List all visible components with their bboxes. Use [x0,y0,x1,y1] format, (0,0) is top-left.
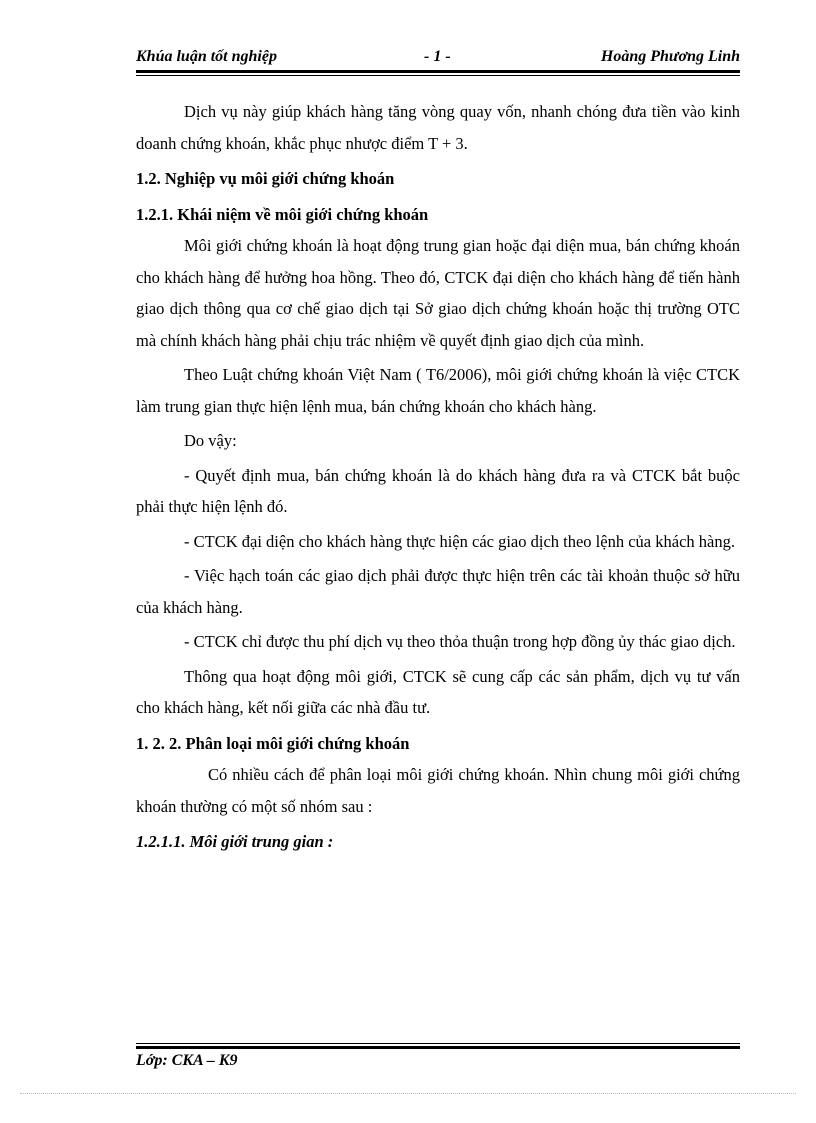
paragraph-do-vay: Do vậy: [184,431,237,450]
paragraph-law: Theo Luật chứng khoán Việt Nam ( T6/2006), môi giới chứng khoán là việc CTCK làm trung gian thực hiện lệnh mua, bán chứng khoán cho khách hàng. [136,365,740,416]
bullet-item-4: - CTCK chỉ được thu phí dịch vụ theo thỏa thuận trong hợp đồng ủy thác giao dịch. [184,632,736,651]
paragraph-intro: Dịch vụ này giúp khách hàng tăng vòng quay vốn, nhanh chóng đưa tiền vào kinh doanh chứng khoán, khắc phục nhược điểm T + 3. [136,102,740,153]
bullet-item-1: - Quyết định mua, bán chứng khoán là do khách hàng đưa ra và CTCK bắt buộc phải thực hiện lệnh đó. [136,465,740,516]
page-bottom-dotted-border [20,1093,796,1094]
paragraph-definition: Môi giới chứng khoán là hoạt động trung gian hoặc đại diện mua, bán chứng khoán cho khách hàng để hưởng hoa hồng. Theo đó, CTCK đại diện cho khách hàng để tiến hành giao dịch thông qua cơ chế giao dịch tại Sở giao dịch chứng khoán hoặc thị trường OTC mà chính khách hàng phải chịu trác nhiệm về quyết định giao dịch của mình. [136,236,740,350]
page-body [136,96,740,858]
footer-rule-thick [136,1046,740,1049]
heading-1-2-1-1: 1.2.1.1. Môi giới trung gian : [136,832,334,851]
header-author: Hoàng Phương Linh [600,48,740,65]
bullet-item-3: - Việc hạch toán các giao dịch phải được thực hiện trên các tài khoản thuộc sở hữu của khách hàng. [136,566,740,617]
footer-class-label: Lớp: CKA – K9 [136,1052,238,1069]
heading-1-2-1: 1.2.1. Khái niệm về môi giới chứng khoán [136,204,429,224]
page-header [136,48,740,72]
bullet-item-2: - CTCK đại diện cho khách hàng thực hiện các giao dịch theo lệnh của khách hàng. [184,531,735,551]
header-rule-thin [136,75,740,76]
footer-rule-thin [136,1043,740,1044]
heading-1-2: 1.2. Nghiệp vụ môi giới chứng khoán [136,169,395,188]
header-thesis-title: Khúa luận tốt nghiệp [136,48,277,65]
paragraph-phan-loai: Có nhiều cách để phân loại môi giới chứng khoán. Nhìn chung môi giới chứng khoán thường có một số nhóm sau : [136,765,740,816]
header-rule-thick [136,70,740,73]
heading-1-2-2: 1. 2. 2. Phân loại môi giới chứng khoán [136,733,410,753]
header-page-number: - 1 - [424,48,451,65]
paragraph-thong-qua: Thông qua hoạt động môi giới, CTCK sẽ cung cấp các sản phẩm, dịch vụ tư vấn cho khách hàng, kết nối giữa các nhà đầu tư. [136,666,740,717]
